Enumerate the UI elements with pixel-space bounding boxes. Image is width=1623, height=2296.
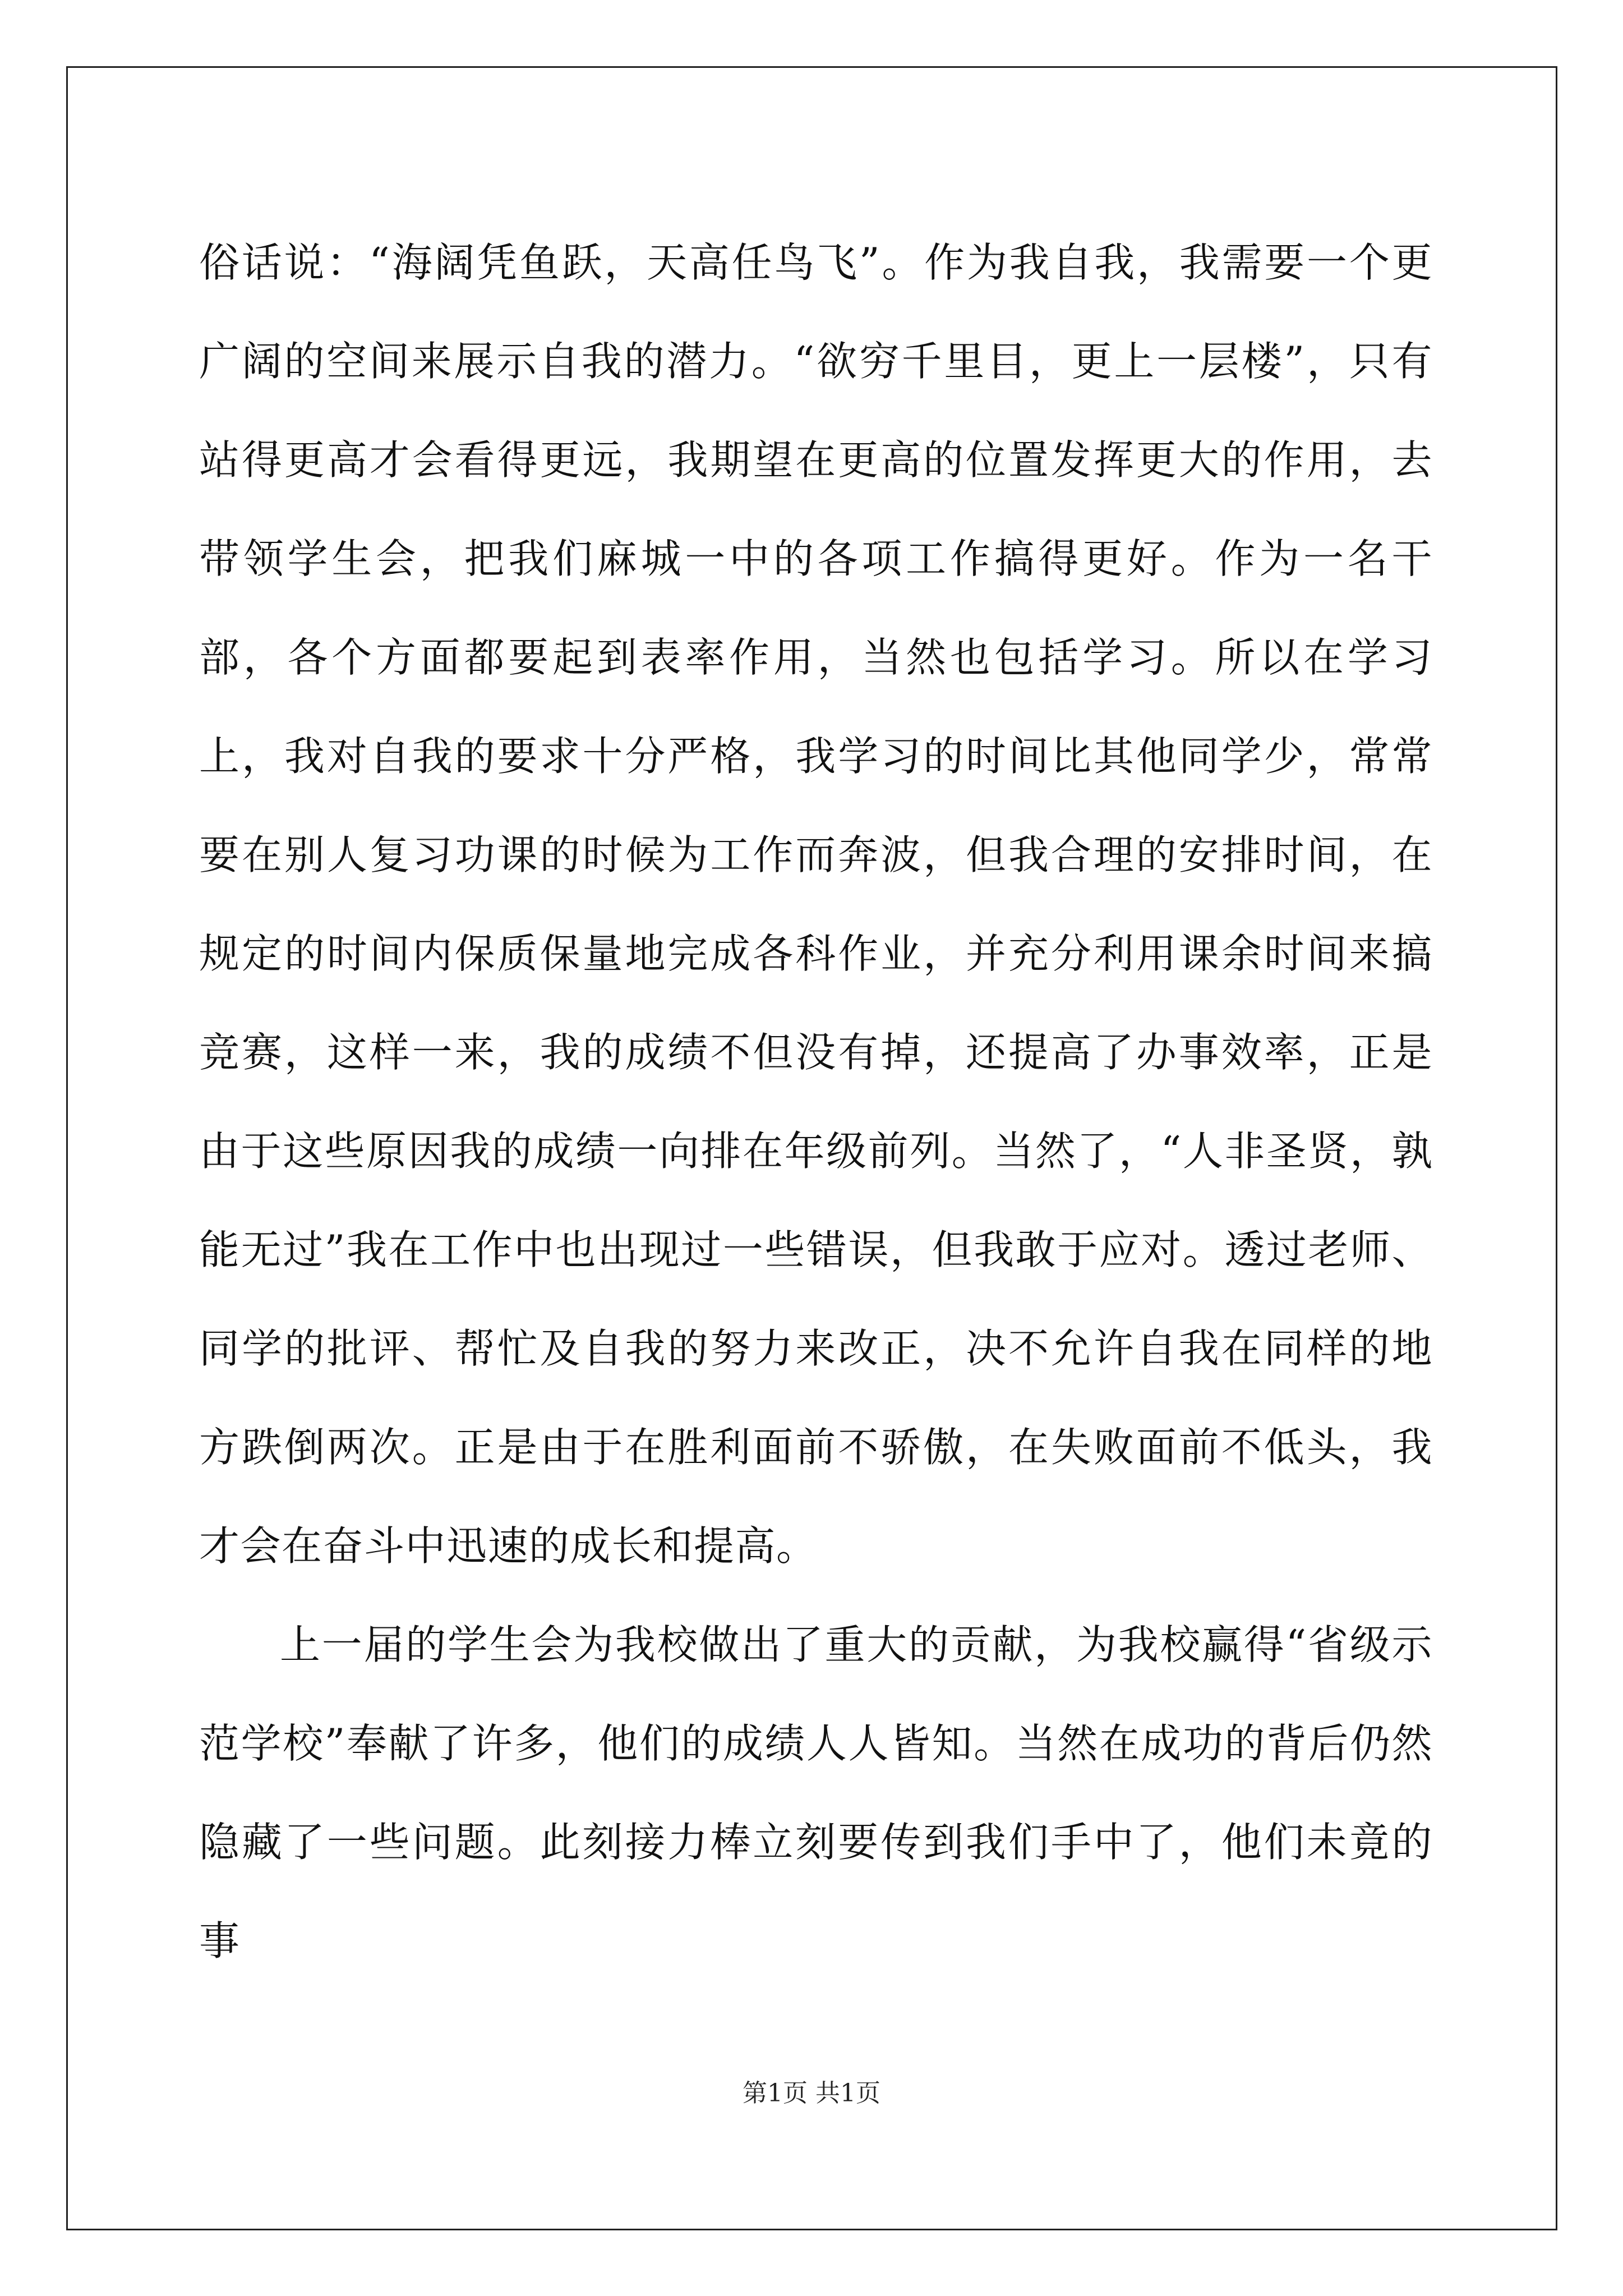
paragraph-1: 俗话说：“海阔凭鱼跃，天高任鸟飞”。作为我自我，我需要一个更广阔的空间来展示自我的潜力。“欲穷千里目，更上一层楼”，只有站得更高才会看得更远，我期望在更高的位置发挥更大的作用，去带领学生会，把我们麻城一中的各项工作搞得更好。作为一名干部，各个方面都要起到表率作用，当然也包括学习。所以在学习上，我对自我的要求十分严格，我学习的时间比其他同学少，常常要在别人复习功课的时候为工作而奔波，但我合理的安排时间，在规定的时间内保质保量地完成各科作业，并充分利用课余时间来搞竞赛，这样一来，我的成绩不但没有掉，还提高了办事效率，正是由于这些原因我的成绩一向排在年级前列。当然了，“人非圣贤，孰能无过”我在工作中也出现过一些错误，但我敢于应对。透过老师、同学的批评、帮忙及自我的努力来改正，决不允许自我在同样的地方跌倒两次。正是由于在胜利面前不骄傲，在失败面前不低头，我才会在奋斗中迅速的成长和提高。	[199, 239, 1433, 1570]
page-number-footer: 第1页 共1页	[743, 2079, 880, 2108]
paragraph-2: 上一届的学生会为我校做出了重大的贡献，为我校赢得“省级示范学校”奉献了许多，他们的成绩人人皆知。当然在成功的背后仍然隐藏了一些问题。此刻接力棒立刻要传到我们手中了，他们未竟的事	[199, 1621, 1433, 1964]
document-body	[199, 213, 1433, 1990]
